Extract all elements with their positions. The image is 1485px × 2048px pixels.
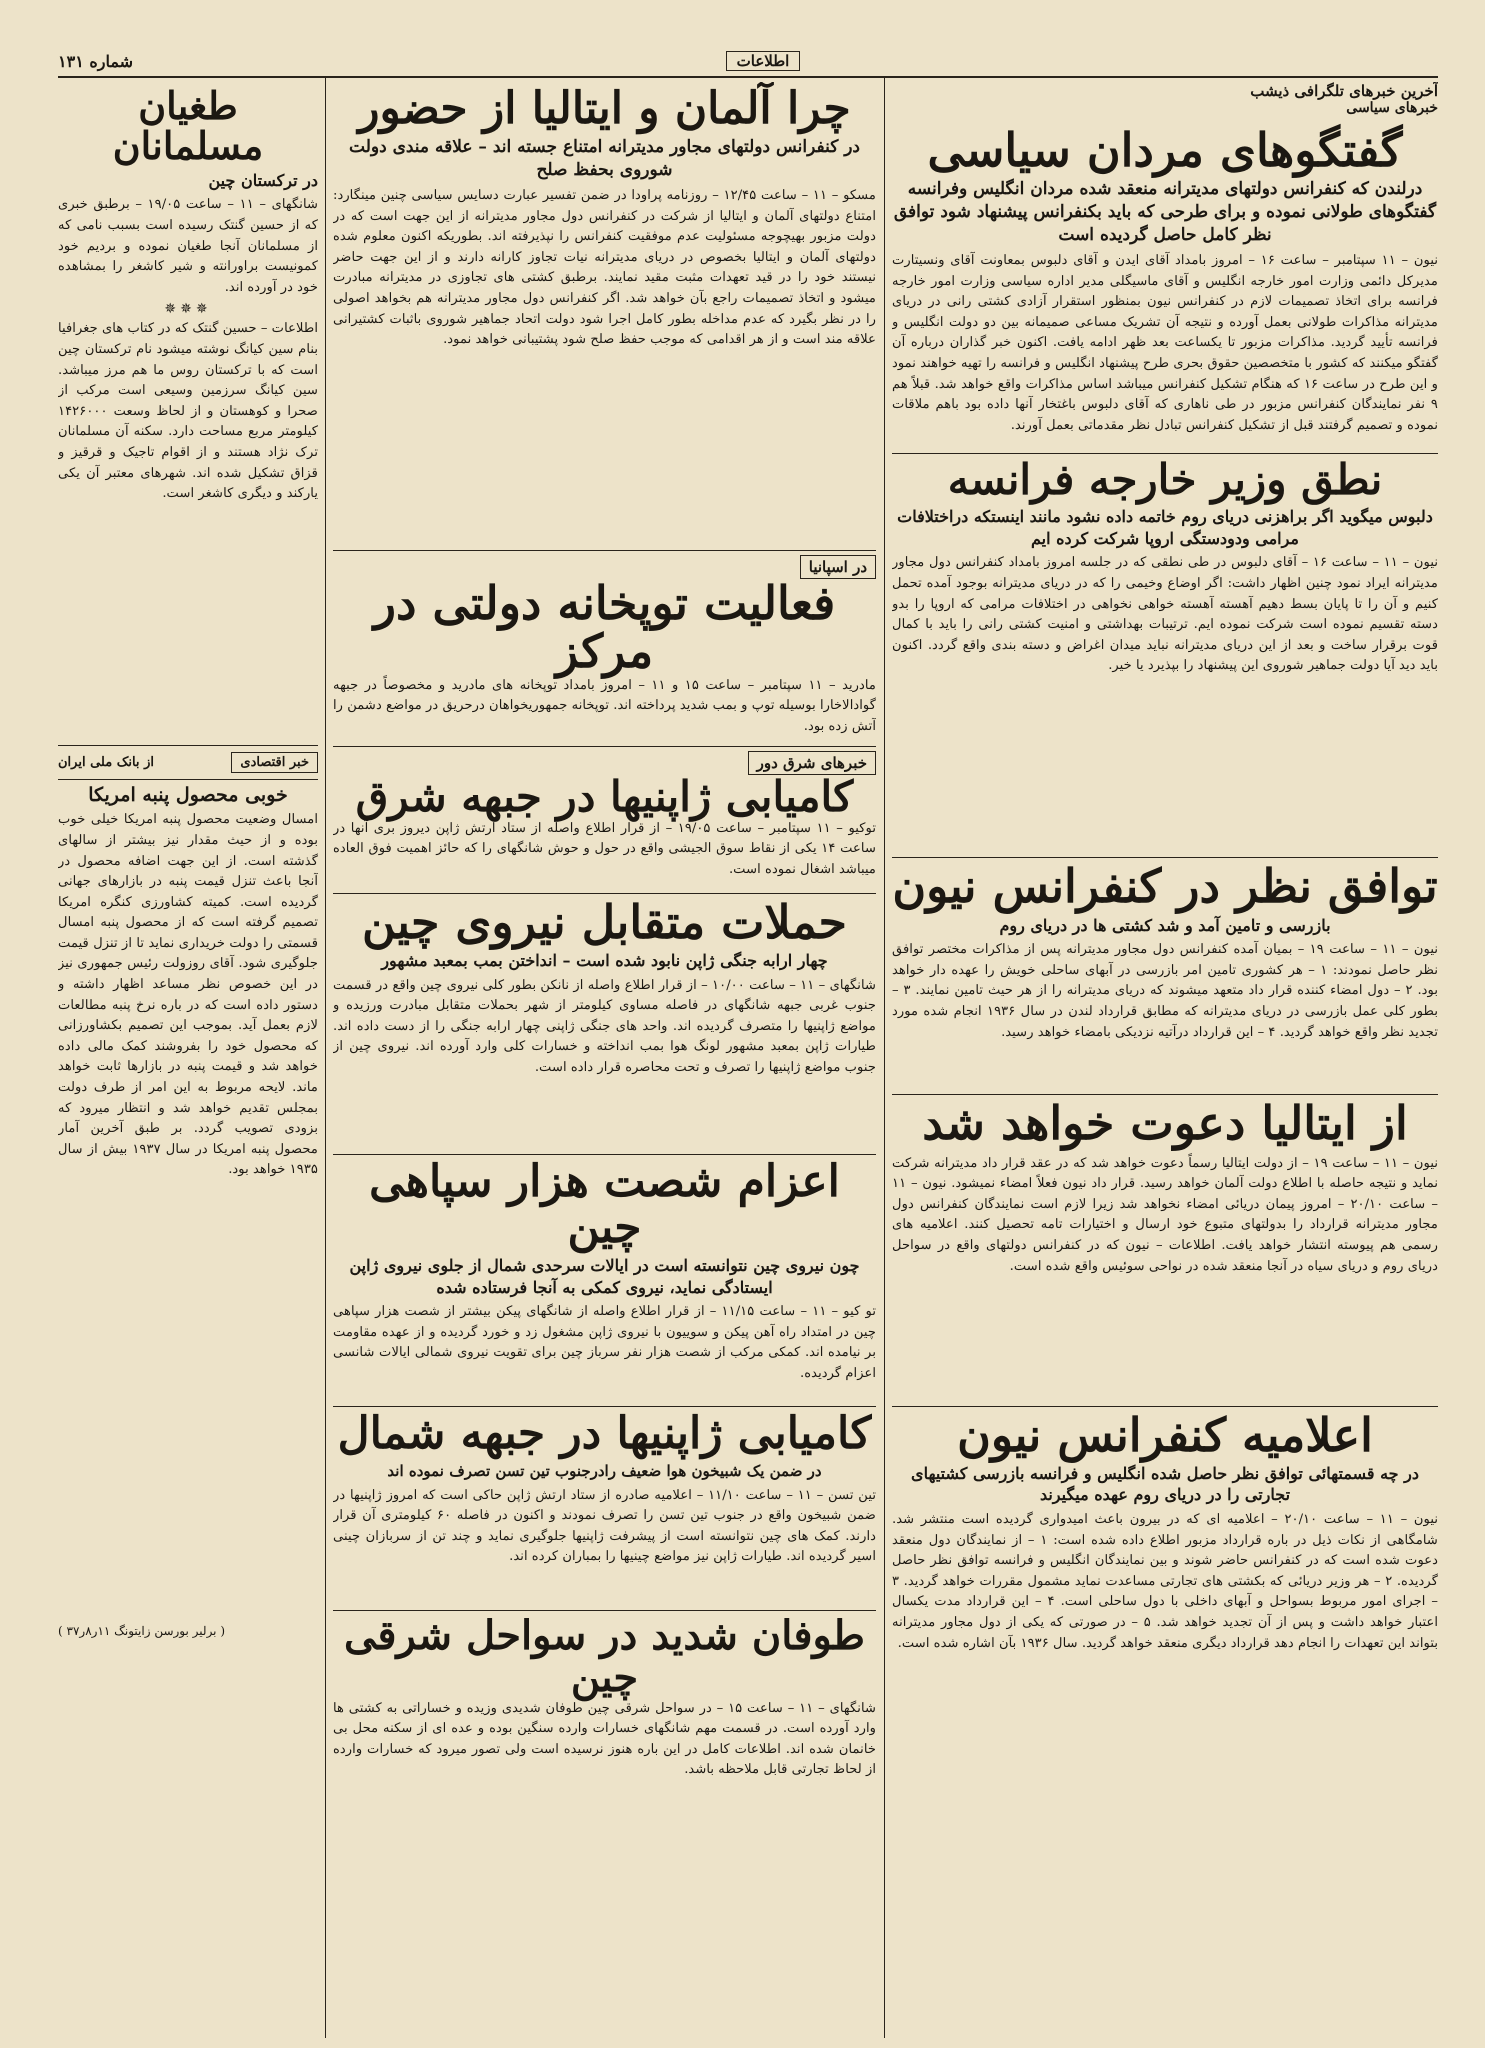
- article-turkestan-info: اطلاعات – حسین گنتک که در کتاب های جغرافیا بنام سین کیانگ نوشته میشود نام ترکستان چین است که با ترکستان روس ما هم مرز میباشد. سین کیانگ سرزمین وسیعی است مرکب از صحرا و کوهستان و از لحاظ وسعت ۱۴۲۶۰۰۰ کیلومتر مربع مساحت دارد. سکنه آن مسلمانان ترک نژاد هستند و از اقوام تاجیک و قرقیز و قزاق تشکیل شده اند. شهرهای معتبر آن یکی یارکند و دیگری کاشغر است.: [58, 321, 318, 502]
- divider: [58, 745, 318, 746]
- divider: [333, 550, 876, 551]
- article-french-minister: نیون – ۱۱ – ساعت ۱۶ – آقای دلبوس در طی نطقی که در جلسه امروز بامداد کنفرانس دول مجاور مدیترانه ایراد نمود چنین اظهار داشت: اگر اوضاع وخیمی را که در دریای مدیترانه بوجود آمده تحمل کنیم و آن را تا پایان بسط دهیم آهسته آهسته خواهی نخواهی در اختلافات مرامی که اروپا را بدو دسته تقسیم نموده است شرکت نموده ایم. ترتیبات بهداشتی و امنیت کشتی رانی را باید با کمال قوت برقرار ساخت و بعد از این دریای مدیترانه نباید میدان اغراض و دسته بندی واقع گردد. اکنون باید دید آیا دولت جماهیر شوروی این پیشنهاد را بپذیرد یا خیر.: [892, 555, 1438, 674]
- spain-label: در اسپانیا: [800, 555, 876, 579]
- article-cotton: امسال وضعیت محصول پنبه امریکا خیلی خوب بوده و از حیث مقدار نیز بیشتر از سالهای گذشته است. از این جهت اضافه محصول در آنجا باعث تنزل قیمت پنبه در بازارهای جهانی گردیده است. کمیته کشاورزی کنگره امریکا تصمیم گرفته است که از محصول پنبه امسال قسمتی را دولت خریداری نماید تا از تنزل قیمت جلوگیری شود. آقای روزولت رئیس جمهوری نیز در این خصوص نظر مساعد اظهار داشته و دستور داده است که در باره نرخ پنبه مطالعات لازم بعمل آید. بموجب این تصمیم بکشاورزانی که محصول خود را بفروشند کمک مالی داده خواهد شد و قیمت پنبه در بازارها ثابت خواهد ماند. لایحه مربوط به این امر از طرف دولت بمجلس تقدیم خواهد شد و انتظار میرود که بزودی تصویب گردد. بر طبق آخرین آمار محصول پنبه امریکا در سال ۱۹۳۷ بیش از سال ۱۹۳۵ خواهد بود.: [58, 812, 318, 1178]
- article-political-talks: نیون – ۱۱ سپتامبر – ساعت ۱۶ – امروز بامداد آقای ایدن و آقای دلبوس بمعاونت آقای ونسیتارت مدیرکل دائمی وزارت امور خارجه انگلیس و آقای ماسیگلی مدیر اداره سیاسی وزارت امور خارجه فرانسه برای اتخاذ تصمیمات لازم در کنفرانس نیون بمنظور استقرار آزادی کشتی رانی در دریای مدیترانه مذاکرات طولانی بعمل آورده و نتیجه آن تشریک مساعی صمیمانه بین دو دولت انگلیس و فرانسه تأیید گردید. مذاکرات مزبور تا یکساعت بعد ظهر ادامه یافت. اکنون خبر گذاران درباره آن گفتگو میکنند که کشور با متخصصین حقوق بحری طرح پیشنهاد انگلیس و فرانسه را تهیه خواهند نمود و این طرح در ساعت ۱۶ که هنگام تشکیل کنفرانس میباشد اساس مذاکرات واقع خواهد شد. قبلاً هم ۹ نفر نمایندگان کنفرانس مزبور در طی ناهاری که آقای دلبوس باغتخار آنها داده بود باهم ملاقات نموده و تصمیم گرفتند قبل از تشکیل کنفرانس تبادل نظر مقدماتی بعمل آورند.: [892, 253, 1438, 433]
- headline-italy-invited: از ایتالیا دعوت خواهد شد: [922, 1096, 1408, 1151]
- headline-artillery: فعالیت توپخانه دولتی در مرکز: [373, 576, 836, 679]
- article-sixty-thousand: تو کیو – ۱۱ – ساعت ۱۱/۱۵ – از قرار اطلاع واصله از شانگهای پیکن بیشتر از شصت هزار سپاهی چین در امتداد راه آهن پیکن و سوییون با نیروی ژاپن مشغول زد و خورد گردیده و از عهده مقاومت بر نیامده اند. کمکی مرکب از شصت هزار نفر سرباز چین برای تقویت نیروی شمالی ایالات شانسی اعزام گردیده.: [333, 1304, 876, 1381]
- top-bar: [58, 50, 1438, 78]
- article-italy-invited: نیون – ۱۱ – ساعت ۱۹ – از دولت ایتالیا رسماً دعوت خواهد شد که در عقد قرار داد مدیترانه شرکت نماید و نتیجه حاصله با اطلاع دولت آلمان خواهد رسید. قرار داد نیون فعلاً امضاء نمیشود. نیون – ۱۱ – ساعت ۲۰/۱۰ – امروز پیمان دریائی امضاء نخواهد شد زیرا لازم است نمایندگان کنفرانس دول مجاور مدیترانه قرارداد را بدولتهای متبوع خود ارسال و اختیارات تامه تحصیل کنند. اعلامیه های رسمی هم پیوسته انتشار خواهد یافت. اطلاعات – نیون که در کنفرانس دولتهای واقع در سواحل دریای روم و دریای سیاه در آنجا منعقد شده در نواحی سوئیس واقع شده است.: [892, 1155, 1438, 1274]
- headline-muslim-uprising: طغیان مسلمانان: [112, 83, 264, 168]
- article-storm: شانگهای – ۱۱ – ساعت ۱۵ – در سواحل شرقی چین طوفان شدیدی وزیده و خساراتی به کشتی ها وارد آورده است. در قسمت مهم شانگهای خسارات وارده سنگین بوده و عده ای از سکنه محل بی خانمان شده اند. اطلاعات کامل در این باره هنوز نرسیده است ولی تصور میرود که خسارات وارده از لحاظ تجارتی قابل ملاحظه باشد.: [333, 1700, 876, 1778]
- article-nyon-communique: نیون – ۱۱ – ساعت ۲۰/۱۰ – اعلامیه ای که در بیرون باعث امیدواری گردیده است منتشر شد. شامگاهی از نکات ذیل در باره قرارداد مزبور اطلاع داده شده است: ۱ – از نمایندگان دول منعقد دعوت شده است که در کنفرانس حاضر شوند و بین نمایندگان انگلیس و فرانسه توافق نظر حاصل گردیده. ۲ – هر وزیر دریائی که بکشتی های تجارتی مساعدت نماید مشمول مقررات خواهد گردید. ۳ – اجرای امور مربوط بسواحل و آبهای داخلی با دول ساحلی است. ۴ – این قرارداد مدت یکسال اعتبار خواهد داشت و پس از آن تجدید خواهد شد. ۵ – در صورتی که یکی از دول مجاور مدیترانه بتواند این تعهدات را انجام دهد قرارداد دیگری منعقد خواهد گردید. سال ۱۹۳۶ بآن اشاره شده است.: [892, 1512, 1438, 1651]
- top-label: آخرین خبرهای تلگرافی ذیشب: [1250, 82, 1438, 100]
- headline-japan-east: کامیابی ژاپنیها در جبهه شرق: [355, 771, 854, 821]
- economic-news-label: خبر اقتصادی: [231, 752, 318, 773]
- headline-cotton: خوبی محصول پنبه امریکا: [88, 784, 288, 807]
- star-separator: ✵✵✵: [164, 301, 212, 318]
- headline-japan-north: کامیابی ژاپنیها در جبهه شمال: [337, 1408, 872, 1460]
- article-japan-north: تین تسن – ۱۱ – ساعت ۱۱/۱۰ – اعلامیه صادره از ستاد ارتش ژاپن حاکی است که امروز ژاپنیها در ضمن شبیخون واقع در جنوب تین تسن را تصرف نمودند و اکنون در فاصله ۶۰ کیلومتری آن قرار دارند. کمک های چین نتوانسته است از پیشرفت ژاپنیها جلوگیری نماید و چند تن از سربازان چینی اسیر گردیده اند. طیارات ژاپن نیز مواضع چینیها را بمباران کرده اند.: [333, 1487, 876, 1565]
- source-footnote: ( برلیر بورسن زایتونگ ۱۱ر۸ر۳۷ ): [58, 1624, 226, 1639]
- masthead: [618, 50, 908, 72]
- right-top-labels: [892, 82, 1438, 100]
- subhead-china-counterattack: چهار ارابه جنگی ژاپن نابود شده است – انداختن بمب بمعبد مشهور: [381, 951, 828, 971]
- far-east-label: خبرهای شرق دور: [748, 751, 876, 775]
- headline-nyon-communique: اعلامیه کنفرانس نیون: [957, 1407, 1373, 1462]
- economic-labels: [58, 752, 318, 773]
- subhead-french-minister: دلبوس میگوید اگر براهزنی دریای روم خاتمه داده نشود مانند اینستکه دراختلافات مرامی ودودستگی اروپا شرکت کرده ایم: [897, 507, 1433, 548]
- divider: [892, 1094, 1438, 1095]
- section-label: خبرهای سیاسی: [1346, 100, 1438, 116]
- divider: [892, 857, 1438, 858]
- divider: [333, 1154, 876, 1155]
- center-column: [333, 82, 876, 2037]
- divider: [333, 1610, 876, 1611]
- page-number: شماره ۱۳۱: [58, 52, 133, 71]
- column-rule-left: [325, 78, 326, 2038]
- article-japan-east: توکیو – ۱۱ سپتامبر – ساعت ۱۹/۰۵ – از قرار اطلاع واصله از ستاد ارتش ژاپن دیروز بری آنها در ساعت ۱۴ یکی از نقاط سوق الجیشی واقع در حول و حوش شانگهای را که حائز اهمیت فوق العاده میباشد اشغال نموده است.: [333, 820, 876, 877]
- subhead-germany-italy: در کنفرانس دولتهای مجاور مدیترانه امتناع جسته اند – علاقه مندی دولت شوروی بحفظ صلح: [349, 137, 860, 181]
- article-muslim-uprising: شانگهای – ۱۱ – ساعت ۱۹/۰۵ – برطبق خبری که از حسین گنتک رسیده است بسبب نامی که از مسلمانان آنجا طغیان نموده و بردیم خود کمونیست براورانته و شیر کاشغر را بمشاهده خود در آورده اند.: [58, 197, 318, 295]
- article-germany-italy: مسکو – ۱۱ – ساعت ۱۲/۴۵ – روزنامه پراودا در ضمن تفسیر عبارت دسایس سیاسی چنین مینگارد: امتناع دولتهای آلمان و ایتالیا از شرکت در کنفرانس دول مجاور مدیترانه از این جهت است که در دولت مزبور بهیچوجه مسئولیت عدم موفقیت کنفرانس را نپذیرفته اند. بطوریکه اکنون معلوم شده دولتهای آلمان و ایتالیا بخصوص در دریای مدیترانه نیات تجاوز کارانه دارند و از این جهت حاضر نیستند خود را در قید تعهدات مثبت مقید نمایند. برطبق کشتی های تجاوزی در مدیترانه مبادرت میشود و اتخاذ تصمیمات راجع بآن خواهد شد. اگر کنفرانس دول مجاور مدیترانه هم بخواهد اصولی را در نظر بگیرد که عدم مداخله بطور کامل اجرا شود دولت اتحاد جماهیر شوروی باثبات کشتیرانی علاقه مند است و از هر اقدامی که موجب حفظ صلح شود پشتیبانی خواهد نمود.: [333, 188, 876, 348]
- masthead-label: اطلاعات: [726, 51, 801, 71]
- article-artillery: مادرید – ۱۱ سپتامبر – ساعت ۱۵ و ۱۱ – امروز بامداد توپخانه های مادرید و مخصوصاً در جبهه گوادالاخارا بوسیله توپ و بمب شدید پرداخته اند. توپخانه جمهوریخواهان درحریق در مواضع دشمن را آتش زده بود.: [333, 677, 876, 734]
- headline-nyon-agreement: توافق نظر در کنفرانس نیون: [892, 859, 1438, 914]
- column-rule-right: [884, 78, 885, 2038]
- divider: [892, 453, 1438, 454]
- divider: [892, 1406, 1438, 1407]
- divider: [333, 893, 876, 894]
- right-column: [892, 82, 1438, 2037]
- divider: [58, 779, 318, 780]
- subhead-sixty-thousand: چون نیروی چین نتوانسته است در ایالات سرحدی شمال از جلوی نیروی ژاپن ایستادگی نماید، نیروی کمکی به آنجا فرستاده شده: [349, 1256, 860, 1297]
- article-china-counterattack: شانگهای – ۱۱ – ساعت ۱۰/۰۰ – از قرار اطلاع واصله از نانکن بطور کلی نیروی چین واقع در قسمت جنوب غربی جبهه شانگهای در فاصله مساوی کیلومتر از شهر بحملات متقابل مبادرت ورزیده و مواضع ژاپنیها را متصرف گردیده اند. واحد های جنگی ژاپنی چهار ارابه جنگی را از دست داده اند. طیارات ژاپن بمعبد مشهور لونگ هوا بمب انداخته و خسارات کلی وارد آورده اند. نیروی چین از جنوب مواضع ژاپنیها را تصرف و تحت محاصره قرار داده است.: [333, 977, 876, 1076]
- headline-political-talks: گفتگوهای مردان سیاسی: [927, 123, 1403, 177]
- bank-label: از بانک ملی ایران: [58, 755, 154, 771]
- headline-sixty-thousand: اعزام شصت هزار سپاهی چین: [369, 1155, 840, 1253]
- subhead-muslim-uprising: در ترکستان چین: [208, 170, 318, 190]
- headline-germany-italy: چرا آلمان و ایتالیا از حضور: [358, 83, 851, 134]
- subhead-political-talks: درلندن که کنفرانس دولتهای مدیترانه منعقد شده مردان انگلیس وفرانسه گفتگوهای طولانی نموده و برای طرحی که باید بکنفرانس پیشنهاد شود توافق نظر کامل حاصل گردیده است: [893, 179, 1437, 246]
- headline-china-counterattack: حملات متقابل نیروی چین: [362, 894, 847, 949]
- subhead-nyon-agreement: بازرسی و تامین آمد و شد کشتی ها در دریای روم: [999, 915, 1331, 935]
- left-column: [58, 82, 318, 2037]
- divider: [333, 746, 876, 747]
- divider: [333, 1406, 876, 1407]
- headline-storm: طوفان شدید در سواحل شرقی چین: [343, 1611, 865, 1701]
- headline-french-minister: نطق وزیر خارجه فرانسه: [947, 455, 1383, 505]
- subhead-nyon-communique: در چه قسمتهائی توافق نظر حاصل شده انگلیس و فرانسه بازرسی کشتیهای تجارتی را در دریای روم عهده میگیرند: [911, 1463, 1419, 1505]
- subhead-japan-north: در ضمن یک شبیخون هوا ضعیف رادرجنوب تین تسن تصرف نموده اند: [387, 1462, 822, 1481]
- article-nyon-agreement: نیون – ۱۱ – ساعت ۱۹ – بمیان آمده کنفرانس دول مجاور مدیترانه پس از مذاکرات مختصر توافق نظر حاصل نمودند: ۱ – هر کشوری تامین امر بازرسی در آبهای ساحلی خویش را عهده دار خواهد بود. ۲ – دول امضاء کننده قرار داد متعهد میشوند که دریای مدیترانه را از هر حیث تامین نمایند. ۳ – بطور کلی عمل بازرسی در دریای مدیترانه که مطابق قرارداد لندن در سال ۱۹۳۶ انجام شده مورد تجدید نظر واقع خواهد گردید. ۴ – این قرارداد درآتیه نزدیکی بامضاء خواهد رسید.: [892, 942, 1438, 1040]
